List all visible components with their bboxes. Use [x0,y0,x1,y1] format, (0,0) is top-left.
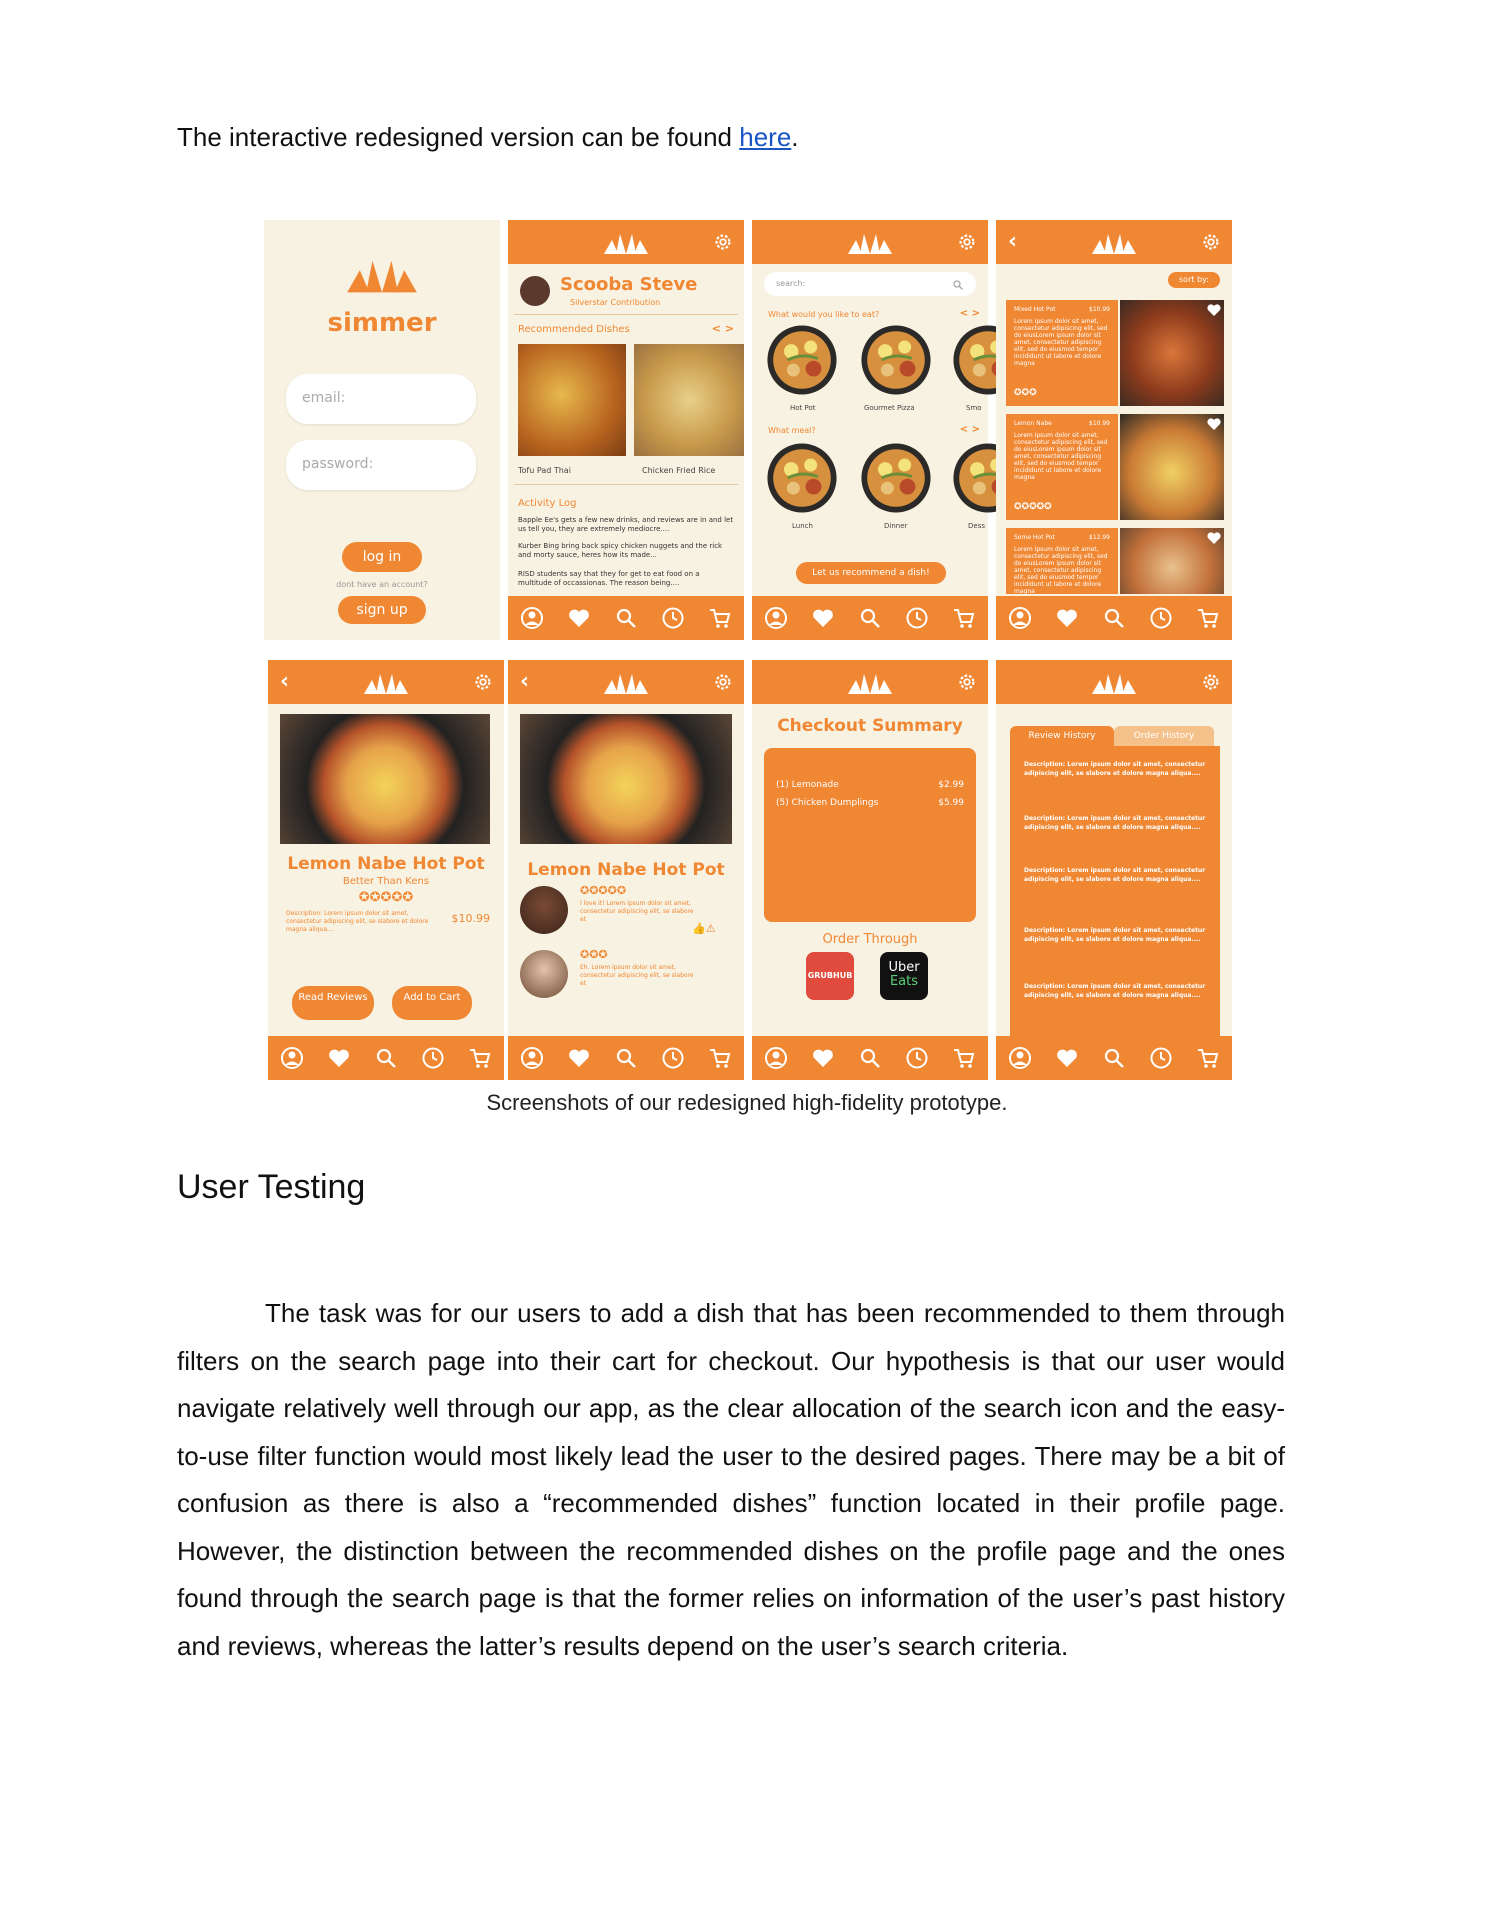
no-account-text: dont have an account? [336,580,428,589]
order-price: $5.99 [938,798,964,808]
gear-icon[interactable] [712,231,734,253]
login-screen [264,220,500,640]
app-header [508,660,744,704]
add-to-cart-button[interactable]: Add to Cart [392,986,472,1020]
filter-question: What meal? [768,426,816,435]
meal-option-image[interactable] [766,442,838,514]
activity-entry: Kurber Bing bring back spicy chicken nuggets and the rick and morty sauce, heres how its made... [518,542,723,559]
review-text: Eh. Lorem ipsum dolor sit amet, consectetur adipiscing elit, se slabore et [580,964,694,987]
order-item: (5) Chicken Dumplings [776,798,879,808]
gear-icon[interactable] [956,671,978,693]
simmer-logo-icon [846,670,894,696]
result-card[interactable] [1006,300,1118,406]
reviewer-avatar [520,886,568,934]
search-input[interactable]: search: [764,272,976,296]
dish-label: Tofu Pad Thai [518,466,571,475]
result-card[interactable] [1006,414,1118,520]
gear-icon[interactable] [1200,671,1222,693]
bottom-nav [996,596,1232,640]
bottom-nav [996,1036,1232,1080]
search-icon[interactable] [374,1046,398,1070]
simmer-logo-icon [846,230,894,256]
simmer-logo-icon [362,670,410,696]
carousel-arrows-icon[interactable]: < > [959,308,980,319]
profile-icon[interactable] [520,606,544,630]
favorite-heart-icon[interactable] [1206,416,1222,432]
review-stars: ✪✪✪✪✪ [580,884,627,897]
result-name: Some Hot Pot [1014,534,1055,541]
read-reviews-button[interactable]: Read Reviews [292,986,374,1020]
simmer-logo-icon [1090,670,1138,696]
meal-option-label: Dinner [884,522,908,530]
uber-eats-button[interactable] [880,952,928,1000]
bottom-nav [508,596,744,640]
carousel-arrows-icon[interactable]: < > [711,322,734,335]
simmer-logo-icon [344,254,420,296]
dish-subtitle: Better Than Kens [342,876,430,887]
search-icon[interactable] [858,606,882,630]
rating-stars: ✪✪✪ [1014,388,1037,398]
clock-icon[interactable] [661,1046,685,1070]
cart-icon[interactable] [1196,1046,1220,1070]
food-option-label: Gourmet Pizza [864,404,915,412]
grubhub-button[interactable]: GRUBHUB [806,952,854,1000]
dish-price: $10.99 [451,912,490,925]
gear-icon[interactable] [956,231,978,253]
result-name: Mixed Hot Pot [1014,306,1056,313]
order-price: $2.99 [938,780,964,790]
filter-question: What would you like to eat? [768,310,880,319]
signup-button[interactable]: sign up [338,596,426,624]
cart-icon[interactable] [1196,606,1220,630]
dish-image[interactable] [518,344,626,456]
result-price: $12.99 [1089,534,1110,541]
avatar [520,276,550,306]
heart-icon[interactable] [811,606,835,630]
activity-title: Activity Log [518,498,577,509]
user-name: Scooba Steve [560,274,698,295]
cart-icon[interactable] [952,1046,976,1070]
results-screen [996,220,1232,640]
dish-detail-screen [268,660,504,1080]
reviewer-avatar [520,950,568,998]
heart-icon[interactable] [1055,1046,1079,1070]
figure-caption: Screenshots of our redesigned high-fidelity prototype. [486,1090,1008,1115]
bottom-nav [752,596,988,640]
result-name: Lemon Nabe [1014,420,1052,427]
recommended-title: Recommended Dishes [518,324,630,335]
profile-screen [508,220,744,640]
heart-icon[interactable] [811,1046,835,1070]
activity-entry: Bapple Ee's gets a few new drinks, and reviews are in and let us tell you, they are extremely mediocre.... [518,516,734,533]
heart-icon[interactable] [567,1046,591,1070]
result-description: Lorem ipsum dolor sit amet, consectetur adipiscing elit, sed do eiusLorem ipsum dolor sit amet, consectetur adipiscing elit, sed do eiusmod tempor incididunt ut labore et dolore magna [1014,318,1108,367]
result-description: Lorem ipsum dolor sit amet, consectetur adipiscing elit, sed do eiusLorem ipsum dolor sit amet, consectetur adipiscing elit, sed do eiusmod tempor incididunt ut labore et dolore magna [1014,546,1108,595]
result-card[interactable] [1006,528,1118,594]
section-title: User Testing [177,1168,366,1206]
profile-icon[interactable] [520,1046,544,1070]
search-icon[interactable] [1102,1046,1126,1070]
body-paragraph: The task was for our users to add a dish that has been recommended to them through filters on the search page into their cart for checkout. Our hypothesis is that our user would navigate relatively well through our app, as the clear allocation of the search icon and the easy-to-use filter function would most likely lead the user to the desired pages. There may be a bit of confusion as there is also a “recommended dishes” function located in their profile page. However, the distinction between the recommended dishes on the profile page and the ones found through the search page is that the former relies on information of the user’s past history and reviews, whereas the latter’s results depend on the user’s search criteria. [177,1298,1285,1661]
checkout-screen [752,660,988,1080]
dish-label: Chicken Fried Rice [642,466,716,475]
intro-end: . [791,122,799,152]
search-icon[interactable] [614,606,638,630]
cart-icon[interactable] [708,1046,732,1070]
clock-icon[interactable] [421,1046,445,1070]
search-icon[interactable] [858,1046,882,1070]
history-entry[interactable]: Description: Lorem ipsum dolor sit amet, consectetur adipiscing elit, se slabore et dolore magna aliqua.... [1024,867,1206,883]
history-entry[interactable]: Description: Lorem ipsum dolor sit amet, consectetur adipiscing elit, se slabore et dolore magna aliqua.... [1024,983,1206,999]
profile-icon[interactable] [1008,606,1032,630]
meal-option-label: Dess [968,522,985,530]
clock-icon[interactable] [1149,606,1173,630]
favorite-heart-icon[interactable] [1206,530,1222,546]
dish-description: Description: Lorem ipsum dolor sit amet, consectetur adipiscing elit, se slabore et dolore magna aliqua.... [286,910,429,933]
dish-title: Lemon Nabe Hot Pot [527,860,725,880]
history-list [1010,746,1220,1036]
heart-icon[interactable] [567,606,591,630]
meal-option-image[interactable] [860,442,932,514]
clock-icon[interactable] [905,1046,929,1070]
rating-stars: ✪✪✪✪✪ [358,890,414,905]
review-stars: ✪✪✪ [580,948,608,961]
prototype-link[interactable]: here [739,122,792,152]
app-header [752,660,988,704]
heart-icon[interactable] [1055,606,1079,630]
back-arrow-icon[interactable]: ‹ [280,669,290,694]
app-header [996,220,1232,264]
login-button[interactable]: log in [342,542,422,572]
order-through-label: Order Through [822,932,918,947]
search-icon[interactable] [1102,606,1126,630]
intro-text: The interactive redesigned version can be found [177,122,740,152]
history-entry[interactable]: Description: Lorem ipsum dolor sit amet, consectetur adipiscing elit, se slabore et dolore magna aliqua.... [1024,761,1206,777]
back-arrow-icon[interactable]: ‹ [520,669,530,694]
sort-button[interactable]: sort by: [1168,272,1220,288]
uber-label: Uber [888,960,920,975]
intro-line [177,120,799,154]
heart-icon[interactable] [327,1046,351,1070]
prototype-collage [264,220,1238,1080]
result-price: $10.99 [1089,420,1110,427]
gear-icon[interactable] [1200,231,1222,253]
profile-icon[interactable] [764,606,788,630]
order-summary-card [764,748,976,922]
tab-review-history[interactable]: Review History [1010,726,1114,746]
simmer-logo-icon [602,230,650,256]
app-name: simmer [327,308,437,338]
cart-icon[interactable] [952,606,976,630]
cart-icon[interactable] [468,1046,492,1070]
tab-order-history[interactable]: Order History [1114,726,1214,746]
cart-icon[interactable] [708,606,732,630]
review-text: I love it! Lorem ipsum dolor sit amet, consectetur adipiscing elit, se slabore et [580,900,694,923]
email-field[interactable]: email: [286,374,476,424]
gear-icon[interactable] [472,671,494,693]
food-option-label: Smo [966,404,982,412]
food-option-label: Hot Pot [790,404,816,412]
activity-entry: RISD students say that they for get to eat food on a multitude of occassionas. The reason being.... [518,570,700,587]
profile-icon[interactable] [764,1046,788,1070]
app-header [752,220,988,264]
simmer-logo-icon [602,670,650,696]
like-report-icon[interactable]: 👍⚠ [692,922,716,935]
search-screen [752,220,988,640]
history-screen [996,660,1232,1080]
password-field[interactable]: password: [286,440,476,490]
back-arrow-icon[interactable]: ‹ [1008,229,1018,254]
clock-icon[interactable] [905,606,929,630]
bottom-nav [508,1036,744,1080]
app-header [508,220,744,264]
profile-icon[interactable] [1008,1046,1032,1070]
result-price: $10.99 [1089,306,1110,313]
app-header [268,660,504,704]
search-icon[interactable] [614,1046,638,1070]
history-entry[interactable]: Description: Lorem ipsum dolor sit amet, consectetur adipiscing elit, se slabore et dolore magna aliqua.... [1024,927,1206,943]
user-badge: Silverstar Contribution [570,298,661,307]
gear-icon[interactable] [712,671,734,693]
history-entry[interactable]: Description: Lorem ipsum dolor sit amet, consectetur adipiscing elit, se slabore et dolore magna aliqua.... [1024,815,1206,831]
order-item: (1) Lemonade [776,780,839,790]
dish-hero-image [280,714,490,844]
favorite-heart-icon[interactable] [1206,302,1222,318]
reviews-screen [508,660,744,1080]
recommend-button[interactable]: Let us recommend a dish! [796,562,946,584]
checkout-title: Checkout Summary [777,716,963,736]
search-input-icon [952,276,964,288]
dish-title: Lemon Nabe Hot Pot [287,854,485,874]
bottom-nav [752,1036,988,1080]
bottom-nav [268,1036,504,1080]
eats-label: Eats [889,974,919,989]
food-option-image[interactable] [766,324,838,396]
carousel-arrows-icon[interactable]: < > [959,424,980,435]
dish-hero-image [520,714,732,844]
rating-stars: ✪✪✪✪✪ [1014,502,1052,512]
clock-icon[interactable] [661,606,685,630]
result-description: Lorem ipsum dolor sit amet, consectetur adipiscing elit, sed do eiusLorem ipsum dolor sit amet, consectetur adipiscing elit, sed do eiusmod tempor incididunt ut labore et dolore magna [1014,432,1108,481]
food-option-image[interactable] [860,324,932,396]
clock-icon[interactable] [1149,1046,1173,1070]
app-header [996,660,1232,704]
dish-image[interactable] [634,344,744,456]
simmer-logo-icon [1090,230,1138,256]
profile-icon[interactable] [280,1046,304,1070]
meal-option-label: Lunch [792,522,813,530]
